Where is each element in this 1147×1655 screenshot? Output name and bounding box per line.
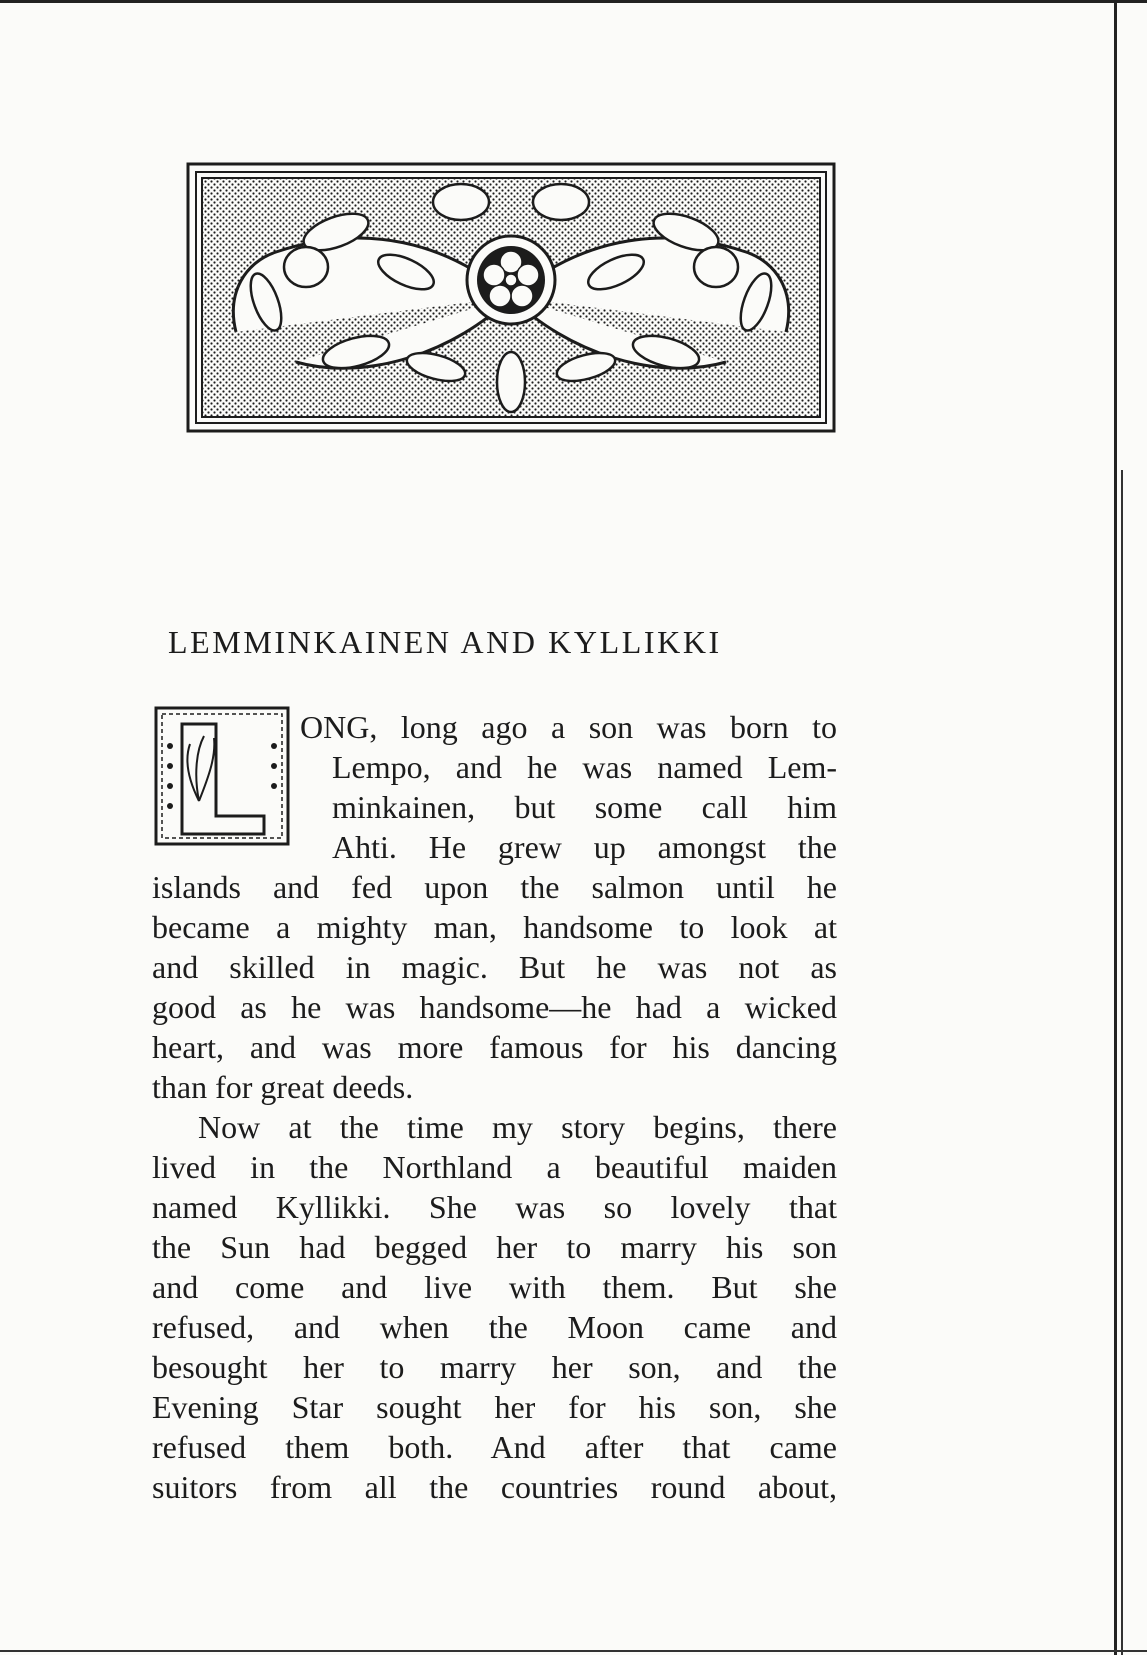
text-line: and skilled in magic. But he was not as bbox=[152, 949, 837, 985]
text-line: besought her to marry her son, and the bbox=[152, 1349, 837, 1385]
text-line: lived in the Northland a beautiful maiden bbox=[152, 1149, 837, 1185]
scan-edge-right-inner bbox=[1121, 470, 1123, 1655]
scan-edge-right bbox=[1114, 0, 1117, 1655]
text-line: and come and live with them. But she bbox=[152, 1269, 837, 1305]
text-line: minkainen, but some call him bbox=[332, 789, 837, 825]
scan-edge-top bbox=[0, 0, 1147, 3]
text-line: islands and fed upon the salmon until he bbox=[152, 869, 837, 905]
text-line: ONG, long ago a son was born to bbox=[300, 709, 837, 745]
text-line: refused them both. And after that came bbox=[152, 1429, 837, 1465]
text-line: became a mighty man, handsome to look at bbox=[152, 909, 837, 945]
drop-cap-ornament bbox=[154, 706, 290, 846]
text-line: good as he was handsome—he had a wicked bbox=[152, 989, 837, 1025]
text-line: Ahti. He grew up amongst the bbox=[332, 829, 837, 865]
chapter-title: LEMMINKAINEN AND KYLLIKKI bbox=[168, 624, 722, 660]
text-line: refused, and when the Moon came and bbox=[152, 1309, 837, 1345]
scan-edge-bottom bbox=[0, 1650, 1147, 1652]
text-line: Evening Star sought her for his son, she bbox=[152, 1389, 837, 1425]
text-line: than for great deeds. bbox=[152, 1069, 414, 1105]
text-line: Now at the time my story begins, there bbox=[198, 1109, 837, 1145]
text-line: the Sun had begged her to marry his son bbox=[152, 1229, 837, 1265]
drop-cap bbox=[154, 706, 290, 846]
text-line: suitors from all the countries round about, bbox=[152, 1469, 837, 1505]
ornamental-headpiece bbox=[186, 162, 836, 433]
text-line: Lempo, and he was named Lem- bbox=[332, 749, 837, 785]
text-line: heart, and was more famous for his dancing bbox=[152, 1029, 837, 1065]
text-line: named Kyllikki. She was so lovely that bbox=[152, 1189, 837, 1225]
